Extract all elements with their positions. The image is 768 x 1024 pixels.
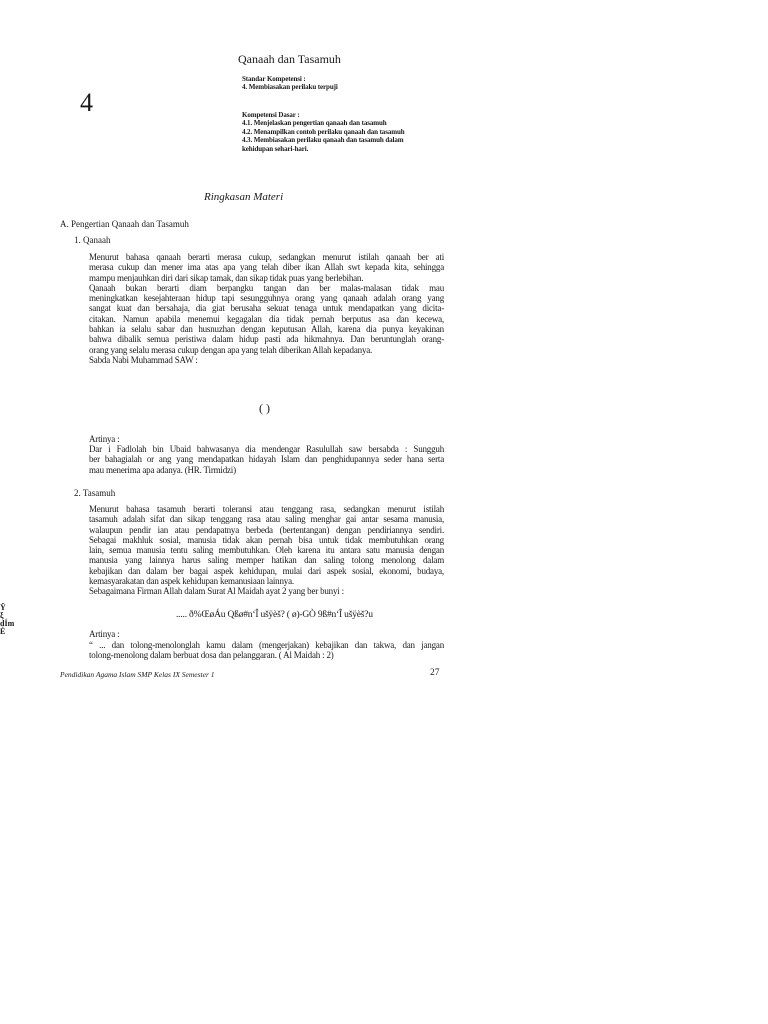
kompetensi-dasar-item: kehidupan sehari-hari. — [242, 144, 309, 153]
kompetensi-dasar-item: 4.3. Membiasakan perilaku qanaah dan tasamuh dalam — [242, 136, 404, 145]
qanaah-paragraph — [89, 252, 444, 365]
paragraph-line: Qanaah bukan berarti diam berpangku tangan dan ber malas-malasan tidak mau — [89, 282, 444, 293]
paragraph-line: Menurut bahasa tasamuh berarti toleransi atau tenggang rasa, sedangkan menurut istilah — [89, 504, 444, 514]
ayat-line: ..... ð%ŒøÁu Qßø#n‘Î ušÿèš? ( ø)-GÒ 9ß#n‘Î ušÿèš?u — [176, 610, 373, 620]
paragraph-line: bahwa dibalik semua peristiwa dalam hidup pasti ada hikmahnya. Dan beruntunglah orang- — [89, 334, 444, 345]
standar-kompetensi — [242, 75, 338, 92]
hadith-brackets: ( ) — [259, 401, 270, 415]
subsection-tasamuh-heading: 2. Tasamuh — [74, 488, 116, 498]
paragraph-line: lain, semua manusia tentu saling membutuhkan. Oleh karena itu antara satu manusia dengan — [89, 545, 444, 556]
kompetensi-dasar-label: Kompetensi Dasar : — [242, 111, 300, 119]
paragraph-line: citakan. Namun apabila menemui kegagalan dia tidak pernah berputus asa dan kecewa, — [89, 313, 444, 324]
paragraph-line: meningkatkan kesejahteraan hidup tapi sesungguhnya orang yang qanaah adalah orang yang — [89, 293, 444, 304]
paragraph-line: sangat kuat dan bersahaja, dia giat berusaha sekuat tenaga untuk mendapatkan yang dicita- — [89, 303, 444, 314]
paragraph-line: Sebagaimana Firman Allah dalam Surat Al Maidah ayat 2 yang ber bunyi : — [89, 586, 344, 597]
paragraph-line: Sebagai makhluk sosial, manusia tidak akan pernah bisa untuk tidak membutuhkan orang — [89, 534, 444, 545]
section-a-heading: A. Pengertian Qanaah dan Tasamuh — [60, 219, 189, 229]
paragraph-line: mau menerima apa adanya. (HR. Tirmidzi) — [89, 464, 236, 475]
standar-kompetensi-label: Standar Kompetensi : — [242, 75, 306, 83]
paragraph-line: ber bahagialah or ang yang mendapatkan hidayah Islam dan penghidupannya seder hana serta — [89, 454, 444, 465]
footer-text: Pendidikan Agama Islam SMP Kelas IX Semester 1 — [60, 670, 215, 679]
paragraph-line: Dar i Fadlolah bin Ubaid bahwasanya dia mendengar Rasulullah saw bersabda : Sungguh — [89, 444, 444, 454]
subsection-qanaah-heading: 1. Qanaah — [74, 235, 111, 245]
paragraph-line: orang yang selalu merasa cukup dengan apa yang telah diberikan Allah kepadanya. — [89, 344, 373, 355]
paragraph-line: Menurut bahasa qanaah berarti merasa cukup, sedangkan menurut istilah qanaah ber ati — [89, 252, 444, 262]
paragraph-line: bahkan ia selalu sabar dan husnuzhan dengan keputusan Allah, karena dia punya keyakinan — [89, 324, 444, 335]
paragraph-line: “ ... dan tolong-menolonglah kamu dalam (mengerjakan) kebajikan dan takwa, dan jangan — [89, 640, 444, 650]
kompetensi-dasar-item: 4.2. Menampilkan contoh perilaku qanaah dan tasamuh — [242, 127, 405, 136]
paragraph-line: Sabda Nabi Muhammad SAW : — [89, 354, 198, 365]
chapter-number: 4 — [80, 88, 93, 117]
hadith-translation — [89, 444, 444, 475]
kompetensi-dasar-item: 4.1. Menjelaskan pengertian qanaah dan tasamuh — [242, 119, 387, 128]
paragraph-line: mampu menjauhkan diri dari sikap tamak, dan sikap tidak puas yang berlebihan. — [89, 272, 364, 283]
page-title: Qanaah dan Tasamuh — [238, 52, 341, 66]
tasamuh-paragraph — [89, 504, 444, 597]
margin-glyph: Ÿ ξ dÍm È — [0, 603, 15, 636]
page-number: 27 — [430, 668, 440, 678]
artinya-label: Artinya : — [89, 434, 120, 444]
artinya-label: Artinya : — [89, 629, 120, 639]
paragraph-line: manusia yang lainnya harus saling memper hatikan dan saling tolong menolong dalam — [89, 555, 444, 566]
kompetensi-dasar — [242, 111, 405, 153]
paragraph-line: kemasyarakatan dan aspek kehidupan kemanusiaan lainnya. — [89, 576, 294, 587]
ringkasan-title: Ringkasan Materi — [204, 191, 284, 203]
paragraph-line: merasa cukup dan mener ima atas apa yang telah diber ikan Allah swt kepada kita, sehingga — [89, 262, 444, 273]
paragraph-line: kebajikan dan dalam ber bagai aspek kehidupan, mulai dari aspek sosial, ekonomi, budaya, — [89, 565, 444, 576]
paragraph-line: walaupun pendir ian atau pendapatnya berbeda (bertentangan) dengan pendiriannya sendiri. — [89, 524, 444, 535]
paragraph-line: tasamuh adalah sifat dan sikap tenggang rasa atau saling menghar gai antar sesama manusia, — [89, 514, 444, 525]
paragraph-line: tolong-menolong dalam berbuat dosa dan pelanggaran. ( Al Maidah : 2) — [89, 650, 334, 661]
standar-kompetensi-item: 4. Membiasakan perilaku terpuji — [242, 83, 338, 92]
ayat-translation — [89, 640, 444, 661]
